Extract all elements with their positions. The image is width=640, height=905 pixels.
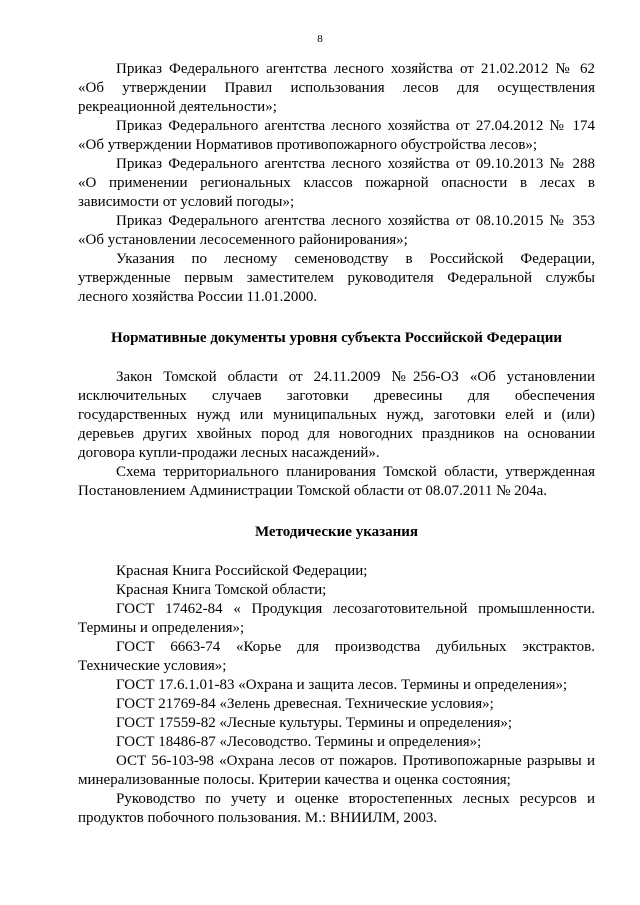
list-item-red-book-rf: Красная Книга Российской Федерации;: [116, 563, 368, 579]
list-item-gost-18486: ГОСТ 18486-87 «Лесоводство. Термины и определения»;: [116, 734, 482, 750]
list-item-ost-56-103: ОСТ 56-103-98 «Охрана лесов от пожаров. Противопожарные разрывы и минерализованные полосы. Критерии качества и оценка состояния;: [78, 753, 595, 788]
list-item-gost-17559: ГОСТ 17559-82 «Лесные культуры. Термины и определения»;: [116, 715, 513, 731]
paragraph-order-353: Приказ Федерального агентства лесного хозяйства от 08.10.2015 № 353 «Об установлении лесосеменного районирования»;: [78, 213, 595, 248]
section-heading-regional: Нормативные документы уровня субъекта Российской Федерации: [110, 330, 563, 346]
paragraph-tomsk-law: Закон Томской области от 24.11.2009 №256-ОЗ «Об установлении исключительных случаев заготовки древесины для обеспечения государственных нужд или муниципальных нужд, заготовки елей и (или) деревьев других хвойных пород для новогодних праздников на основании договора купли-продажи лесных насаждений».: [78, 369, 595, 461]
paragraph-seed-guidelines: Указания по лесному семеноводству в Российской Федерации, утвержденные первым заместителем руководителя Федеральной службы лесного хозяйства России 11.01.2000.: [78, 251, 595, 305]
list-item-vniilm-guide: Руководство по учету и оценке второстепенных лесных ресурсов и продуктов побочного пользования. М.: ВНИИЛМ, 2003.: [78, 791, 595, 826]
list-item-gost-6663: ГОСТ 6663-74 «Корье для производства дубильных экстрактов. Технические условия»;: [78, 639, 595, 674]
page-number: 8: [317, 33, 323, 45]
document-body: [78, 60, 595, 828]
paragraph-order-62: Приказ Федерального агентства лесного хозяйства от 21.02.2012 № 62 «Об утверждении Правил использования лесов для осуществления рекреационной деятельности»;: [78, 61, 595, 115]
section-heading-methodical: Методические указания: [254, 524, 419, 540]
list-item-gost-17462: ГОСТ 17462-84 « Продукция лесозаготовительной промышленности. Термины и определения»;: [78, 601, 595, 636]
list-item-red-book-tomsk: Красная Книга Томской области;: [116, 582, 327, 598]
paragraph-order-288: Приказ Федерального агентства лесного хозяйства от 09.10.2013 № 288 «О применении региональных классов пожарной опасности в лесах в зависимости от условий погоды»;: [78, 156, 595, 210]
paragraph-tomsk-scheme: Схема территориального планирования Томской области, утвержденная Постановлением Администрации Томской области от 08.07.2011 № 204а.: [78, 464, 595, 499]
list-item-gost-21769: ГОСТ 21769-84 «Зелень древесная. Технические условия»;: [116, 696, 494, 712]
list-item-gost-17-6-1-01: ГОСТ 17.6.1.01-83 «Охрана и защита лесов. Термины и определения»;: [116, 677, 568, 693]
paragraph-order-174: Приказ Федерального агентства лесного хозяйства от 27.04.2012 № 174 «Об утверждении Нормативов противопожарного обустройства лесов»;: [78, 118, 595, 153]
